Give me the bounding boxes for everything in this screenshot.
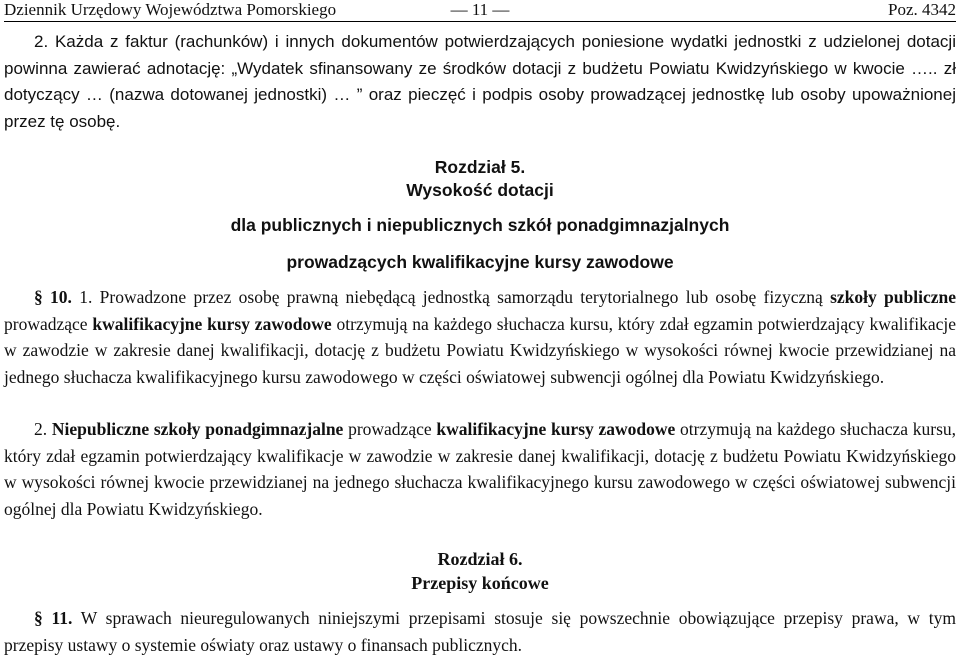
chapter-6-number: Rozdział 6.: [437, 549, 523, 569]
chapter-5-subtitle-2: prowadzących kwalifikacyjne kursy zawodowe: [286, 252, 674, 272]
section-10-2-text-1: 2.: [34, 419, 52, 439]
chapter-6-title: Przepisy końcowe: [411, 573, 549, 593]
chapter-5-subtitle-1: dla publicznych i niepublicznych szkół ponadgimnazjalnych: [230, 215, 730, 235]
section-10-text-2: prowadzące: [4, 313, 93, 334]
section-10-paragraph-1: [4, 284, 956, 390]
section-10-number: § 10.: [34, 287, 72, 307]
section-10-2-bold-1: Niepubliczne szkoły ponadgimnazjalne: [51, 419, 344, 439]
section-10-bold-2: kwalifikacyjne kursy zawodowe: [92, 313, 332, 334]
section-10-2-text-2: prowadzące: [343, 419, 437, 439]
paragraph-2: [4, 29, 956, 135]
position-number: Poz. 4342: [888, 0, 956, 19]
section-11: [4, 605, 956, 658]
section-10-2-text-3: otrzymują na każdego słuchacza kursu, który zdał egzamin potwierdzający kwalifikacje w zawodzie w zakresie danej kwalifikacji, dotację z budżetu Powiatu Kwidzyńskiego w wysokości równej kwocie przewidzianej na jednego słuchacza kwalifikacyjnego kursu zawodowego w części oświatowej subwencji ogólnej dla Powiatu Kwidzyńskiego.: [4, 419, 956, 519]
section-10-2-bold-2: kwalifikacyjne kursy zawodowe: [436, 419, 676, 439]
section-11-text: W sprawach nieuregulowanych niniejszymi przepisami stosuje się powszechnie obowiązujące przepisy prawa, w tym przepisy ustawy o systemie oświaty oraz ustawy o finansach publicznych.: [4, 608, 956, 655]
page-number: — 11 —: [450, 0, 510, 19]
chapter-5-number: Rozdział 5.: [434, 157, 526, 177]
header-divider: [4, 21, 956, 22]
journal-title: Dziennik Urzędowy Województwa Pomorskiego: [4, 0, 337, 19]
section-10-bold-1: szkoły publiczne: [830, 287, 957, 307]
paragraph-2-text: 2. Każda z faktur (rachunków) i innych dokumentów potwierdzających poniesione wydatki jednostki z udzielonej dotacji powinna zawierać adnotację: „Wydatek sfinansowany ze środków dotacji z budżetu Powiatu Kwidzyńskiego w kwocie ….. zł dotyczący … (nazwa dotowanej jednostki) … ” oraz pieczęć i podpis osoby prowadzącej jednostkę lub osoby upoważnionej przez tę osobę.: [4, 32, 956, 131]
section-10-text-3: otrzymują na każdego słuchacza kursu, który zdał egzamin potwierdzający kwalifikacje w zawodzie w zakresie danej kwalifikacji, dotację z budżetu Powiatu Kwidzyńskiego w wysokości równej kwocie przewidzianej na jednego słuchacza kwalifikacyjnego kursu zawodowego w części oświatowej subwencji ogólnej dla Powiatu Kwidzyńskiego.: [4, 313, 956, 387]
page-header: [4, 0, 956, 22]
section-10-text-1: 1. Prowadzone przez osobę prawną niebędącą jednostką samorządu terytorialnego lub osobę fizyczną: [71, 287, 831, 307]
chapter-5-title: Wysokość dotacji: [406, 180, 554, 200]
section-10-paragraph-2: [4, 416, 956, 522]
section-11-number: § 11.: [34, 608, 73, 628]
